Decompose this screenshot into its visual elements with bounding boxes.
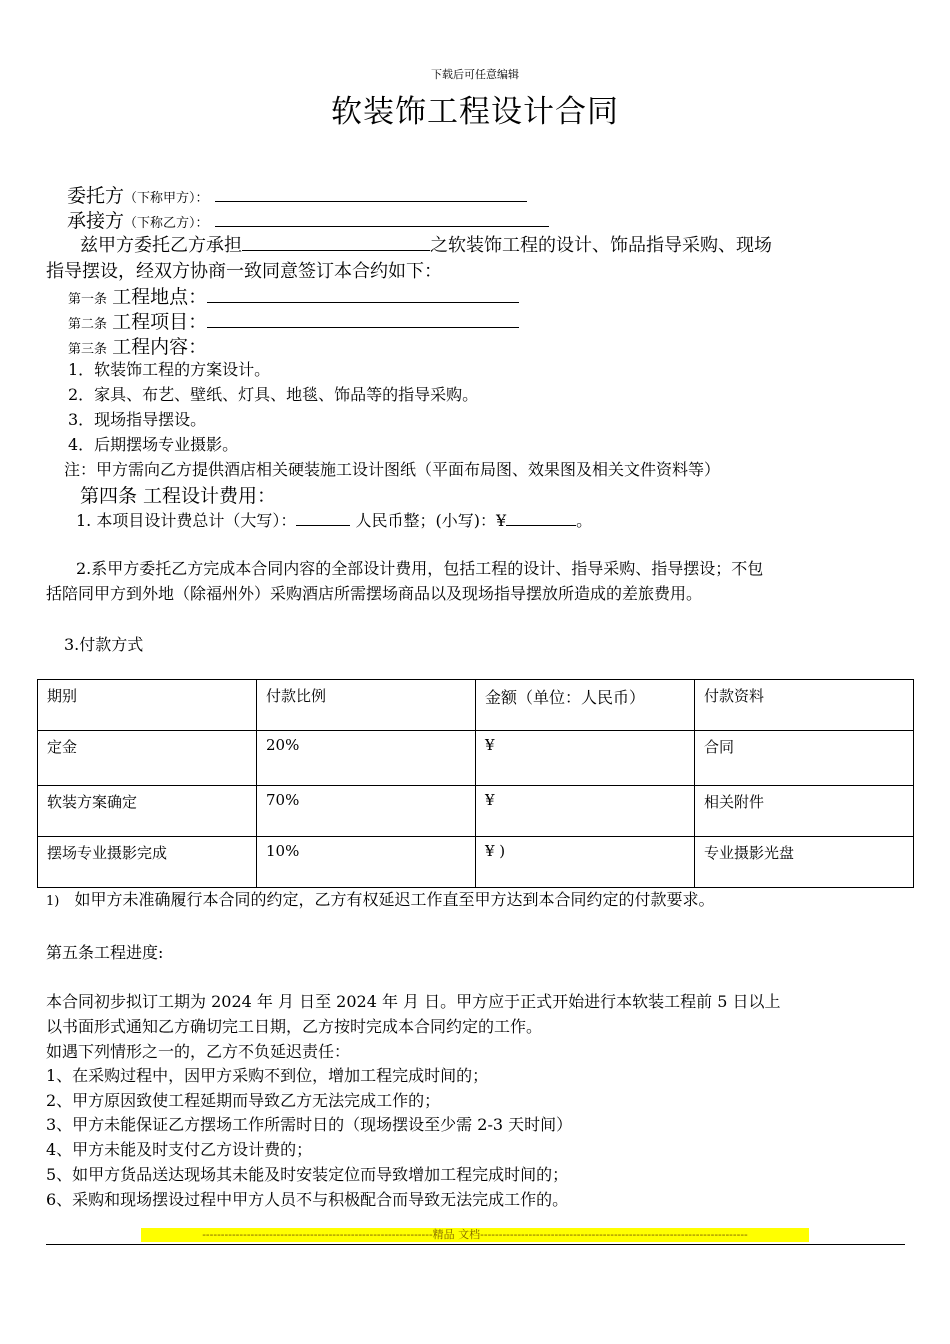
fee-line-2a: 2.系甲方委托乙方完成本合同内容的全部设计费用，包括工程的设计、指导采购、指导摆设；不包 xyxy=(76,559,764,578)
article-1 xyxy=(68,282,519,309)
list-item: 2．家具、布艺、壁纸、灯具、地毯、饰品等的指导采购。 xyxy=(68,385,479,404)
client-label: 委托方 xyxy=(67,185,125,207)
article-3 xyxy=(68,332,207,359)
project-item-blank[interactable] xyxy=(207,310,519,328)
list-item: 1．软装饰工程的方案设计。 xyxy=(68,360,271,379)
fee-numeric-blank[interactable] xyxy=(506,508,576,526)
table-cell: 定金 xyxy=(38,731,257,786)
table-header-cell: 金额（单位：人民币） xyxy=(476,680,695,731)
article-1-label: 工程地点： xyxy=(112,286,208,308)
list-item: 4．后期摆场专业摄影。 xyxy=(68,435,239,454)
list-item: 4、甲方未能及时支付乙方设计费的； xyxy=(46,1140,313,1159)
list-item: 3．现场指导摆设。 xyxy=(68,410,207,429)
list-item: 6、采购和现场摆设过程中甲方人员不与积极配合而导致无法完成工作的。 xyxy=(46,1190,569,1209)
article-5-title: 第五条工程进度: xyxy=(46,943,164,962)
table-cell[interactable]: ¥ xyxy=(476,731,695,786)
contractor-line xyxy=(67,206,549,233)
table-cell: 合同 xyxy=(695,731,914,786)
fee-end: 。 xyxy=(576,511,593,530)
table-cell: 摆场专业摄影完成 xyxy=(38,837,257,888)
project-name-blank[interactable] xyxy=(242,233,430,251)
table-header-cell: 付款比例 xyxy=(257,680,476,731)
table-header-cell: 期别 xyxy=(38,680,257,731)
list-item: 5、如甲方货品送达现场其未能及时安装定位而导致增加工程完成时间的； xyxy=(46,1165,569,1184)
intro-line-2: 指导摆设，经双方协商一致同意签订本合约如下： xyxy=(46,261,442,282)
intro-text-b: 之软装饰工程的设计、饰品指导采购、现场 xyxy=(430,235,772,256)
article-1-number: 第一条 xyxy=(68,292,108,307)
schedule-line-1: 本合同初步拟订工期为 2024 年 月 日至 2024 年 月 日。甲方应于正式开始进行本软装工程前 5 日以上 xyxy=(46,992,781,1011)
table-cell[interactable]: ¥ xyxy=(476,786,695,837)
list-item: 1、在采购过程中，因甲方采购不到位，增加工程完成时间的； xyxy=(46,1066,489,1085)
article-4-title: 第四条 工程设计费用： xyxy=(80,485,277,507)
payment-table xyxy=(37,679,914,888)
fee-line-2b: 括陪同甲方到外地（除福州外）采购酒店所需摆场商品以及现场指导摆放所造成的差旅费用。 xyxy=(46,584,703,603)
client-blank[interactable] xyxy=(215,184,527,202)
intro-text-a: 兹甲方委托乙方承担 xyxy=(80,235,242,256)
list-item: 2、甲方原因致使工程延期而导致乙方无法完成工作的； xyxy=(46,1091,441,1110)
table-header-row xyxy=(38,680,914,731)
fee-uppercase-blank[interactable] xyxy=(296,508,350,526)
footer-divider xyxy=(46,1244,905,1245)
contractor-note: （下称乙方）： xyxy=(124,216,209,231)
payment-clause xyxy=(46,887,714,910)
client-line xyxy=(67,181,527,208)
intro-line-1 xyxy=(80,231,772,257)
table-cell[interactable]: ¥ ) xyxy=(476,837,695,888)
article-2-label: 工程项目： xyxy=(112,311,208,333)
table-cell: 20% xyxy=(257,731,476,786)
payment-method-heading: 3.付款方式 xyxy=(64,635,144,654)
table-cell: 软装方案确定 xyxy=(38,786,257,837)
article-2-number: 第二条 xyxy=(68,317,108,332)
article-2 xyxy=(68,307,519,334)
table-row xyxy=(38,837,914,888)
article-3-label: 工程内容： xyxy=(112,336,208,358)
table-cell: 专业摄影光盘 xyxy=(695,837,914,888)
clause-text: 如甲方未准确履行本合同的约定，乙方有权延迟工作直至甲方达到本合同约定的付款要求。 xyxy=(74,890,715,909)
fee-line-1 xyxy=(76,508,592,531)
contractor-blank[interactable] xyxy=(215,209,549,227)
fee-currency-label: 人民币整；(小写)：¥ xyxy=(355,511,507,530)
exemption-intro: 如遇下列情形之一的，乙方不负延迟责任： xyxy=(46,1042,351,1061)
fee-total-label: 1. 本项目设计费总计（大写）： xyxy=(76,511,297,530)
contractor-label: 承接方 xyxy=(67,210,125,232)
clause-number: 1) xyxy=(46,894,60,909)
footer-watermark: --------------------------------------------------------------精品 文档------------------------------------------------------------------------ xyxy=(141,1228,809,1242)
table-cell: 相关附件 xyxy=(695,786,914,837)
list-item: 3、甲方未能保证乙方摆场工作所需时日的（现场摆设至少需 2-3 天时间） xyxy=(46,1115,573,1134)
site-location-blank[interactable] xyxy=(207,285,519,303)
table-row xyxy=(38,731,914,786)
table-header-cell: 付款资料 xyxy=(695,680,914,731)
table-cell: 70% xyxy=(257,786,476,837)
drawings-note: 注：甲方需向乙方提供酒店相关硬装施工设计图纸（平面布局图、效果图及相关文件资料等） xyxy=(64,460,721,479)
table-cell: 10% xyxy=(257,837,476,888)
document-title: 软装饰工程设计合同 xyxy=(331,94,619,130)
article-3-number: 第三条 xyxy=(68,342,108,357)
edit-note: 下载后可任意编辑 xyxy=(431,68,519,81)
schedule-line-2: 以书面形式通知乙方确切完工日期，乙方按时完成本合同约定的工作。 xyxy=(46,1017,543,1036)
table-row xyxy=(38,786,914,837)
client-note: （下称甲方）： xyxy=(124,191,209,206)
